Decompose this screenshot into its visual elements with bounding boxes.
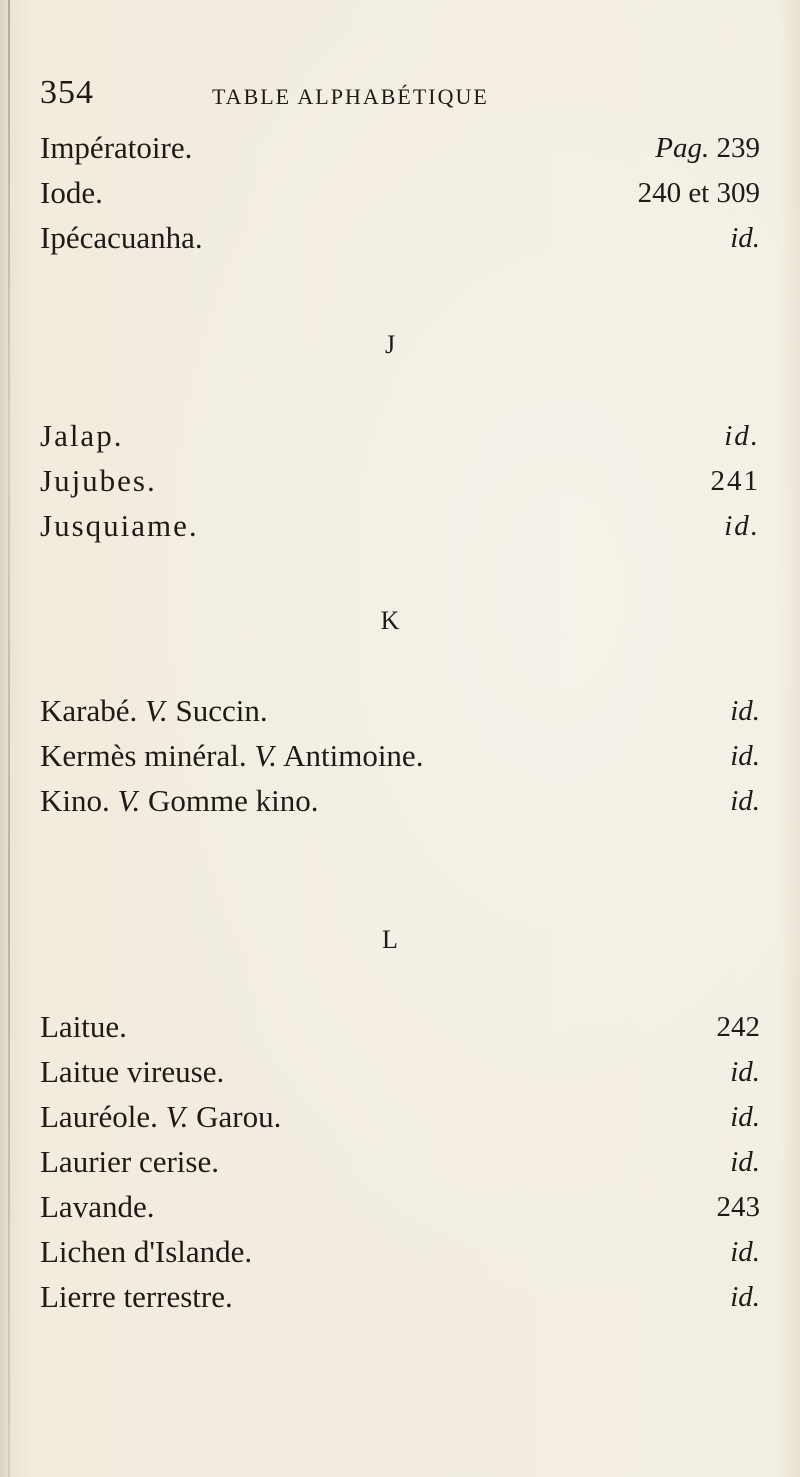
index-entry	[40, 689, 760, 733]
entry-term: Iode.	[40, 175, 103, 210]
entry-ref: id.	[724, 510, 760, 542]
index-entry	[40, 1095, 760, 1139]
entry-ref: id.	[730, 1236, 760, 1268]
entry-term: Laitue vireuse.	[40, 1054, 225, 1089]
entry-ref: 240 et 309	[637, 177, 760, 209]
entry-term	[40, 1095, 281, 1139]
page-ref: 239	[716, 132, 760, 164]
entry-term: Jujubes.	[40, 463, 157, 498]
entry-term: Laitue.	[40, 1009, 127, 1044]
entry-term: Jusquiame.	[40, 508, 199, 543]
term-text: Kino.	[40, 783, 110, 818]
entry-ref: id.	[730, 695, 760, 727]
index-entry	[40, 504, 760, 548]
entry-ref: id.	[730, 1056, 760, 1088]
section-letter-k: K	[380, 606, 400, 635]
index-entry	[40, 1050, 760, 1094]
entry-term: Lichen d'Islande.	[40, 1234, 253, 1269]
entry-term: Lierre terrestre.	[40, 1279, 233, 1314]
index-entry	[40, 1275, 760, 1319]
entry-ref: id.	[730, 785, 760, 817]
entry-ref: id.	[730, 1146, 760, 1178]
entry-ref: id.	[724, 420, 760, 452]
page-abbrev: Pag.	[655, 132, 710, 164]
entry-term: Ipécacuanha.	[40, 220, 203, 255]
section-letter-j: J	[384, 330, 396, 359]
entry-term: Laurier cerise.	[40, 1144, 219, 1179]
page-number: 354	[40, 74, 94, 111]
see-marker: V.	[254, 738, 278, 773]
see-marker: V.	[117, 783, 141, 818]
entry-term	[40, 779, 318, 823]
see-marker: V.	[145, 693, 168, 728]
entry-term	[40, 734, 423, 778]
see-marker: V.	[165, 1099, 189, 1134]
entry-term	[40, 689, 268, 733]
index-entry	[40, 216, 760, 260]
index-entry	[40, 171, 760, 215]
index-entry	[40, 1185, 760, 1229]
term-text: Karabé.	[40, 693, 138, 728]
index-entry	[40, 126, 760, 170]
entry-ref: id.	[730, 740, 760, 772]
term-text: Kermès minéral.	[40, 738, 247, 773]
entry-ref: id.	[730, 1281, 760, 1313]
entry-ref	[655, 126, 760, 170]
entry-term: Impératoire.	[40, 130, 193, 165]
entry-ref: 243	[716, 1191, 760, 1223]
entry-ref: id.	[730, 222, 760, 254]
entry-ref: 241	[710, 465, 760, 497]
entry-term: Jalap.	[40, 418, 124, 453]
index-entry	[40, 414, 760, 458]
entry-ref: 242	[716, 1011, 760, 1043]
running-title: TABLE ALPHABÉTIQUE	[212, 84, 489, 109]
see-target: Antimoine.	[283, 738, 424, 773]
see-target: Gomme kino.	[147, 783, 319, 818]
entry-ref: id.	[730, 1101, 760, 1133]
index-entry	[40, 1230, 760, 1274]
index-entry	[40, 734, 760, 778]
index-entry	[40, 1005, 760, 1049]
page-header	[40, 74, 760, 122]
section-letter-l: L	[382, 925, 398, 954]
index-entry	[40, 459, 760, 503]
see-target: Garou.	[196, 1099, 282, 1134]
index-entry	[40, 779, 760, 823]
entry-term: Lavande.	[40, 1189, 155, 1224]
index-entry	[40, 1140, 760, 1184]
see-target: Succin.	[175, 693, 268, 728]
term-text: Lauréole.	[40, 1099, 158, 1134]
page-gutter	[8, 0, 10, 1477]
